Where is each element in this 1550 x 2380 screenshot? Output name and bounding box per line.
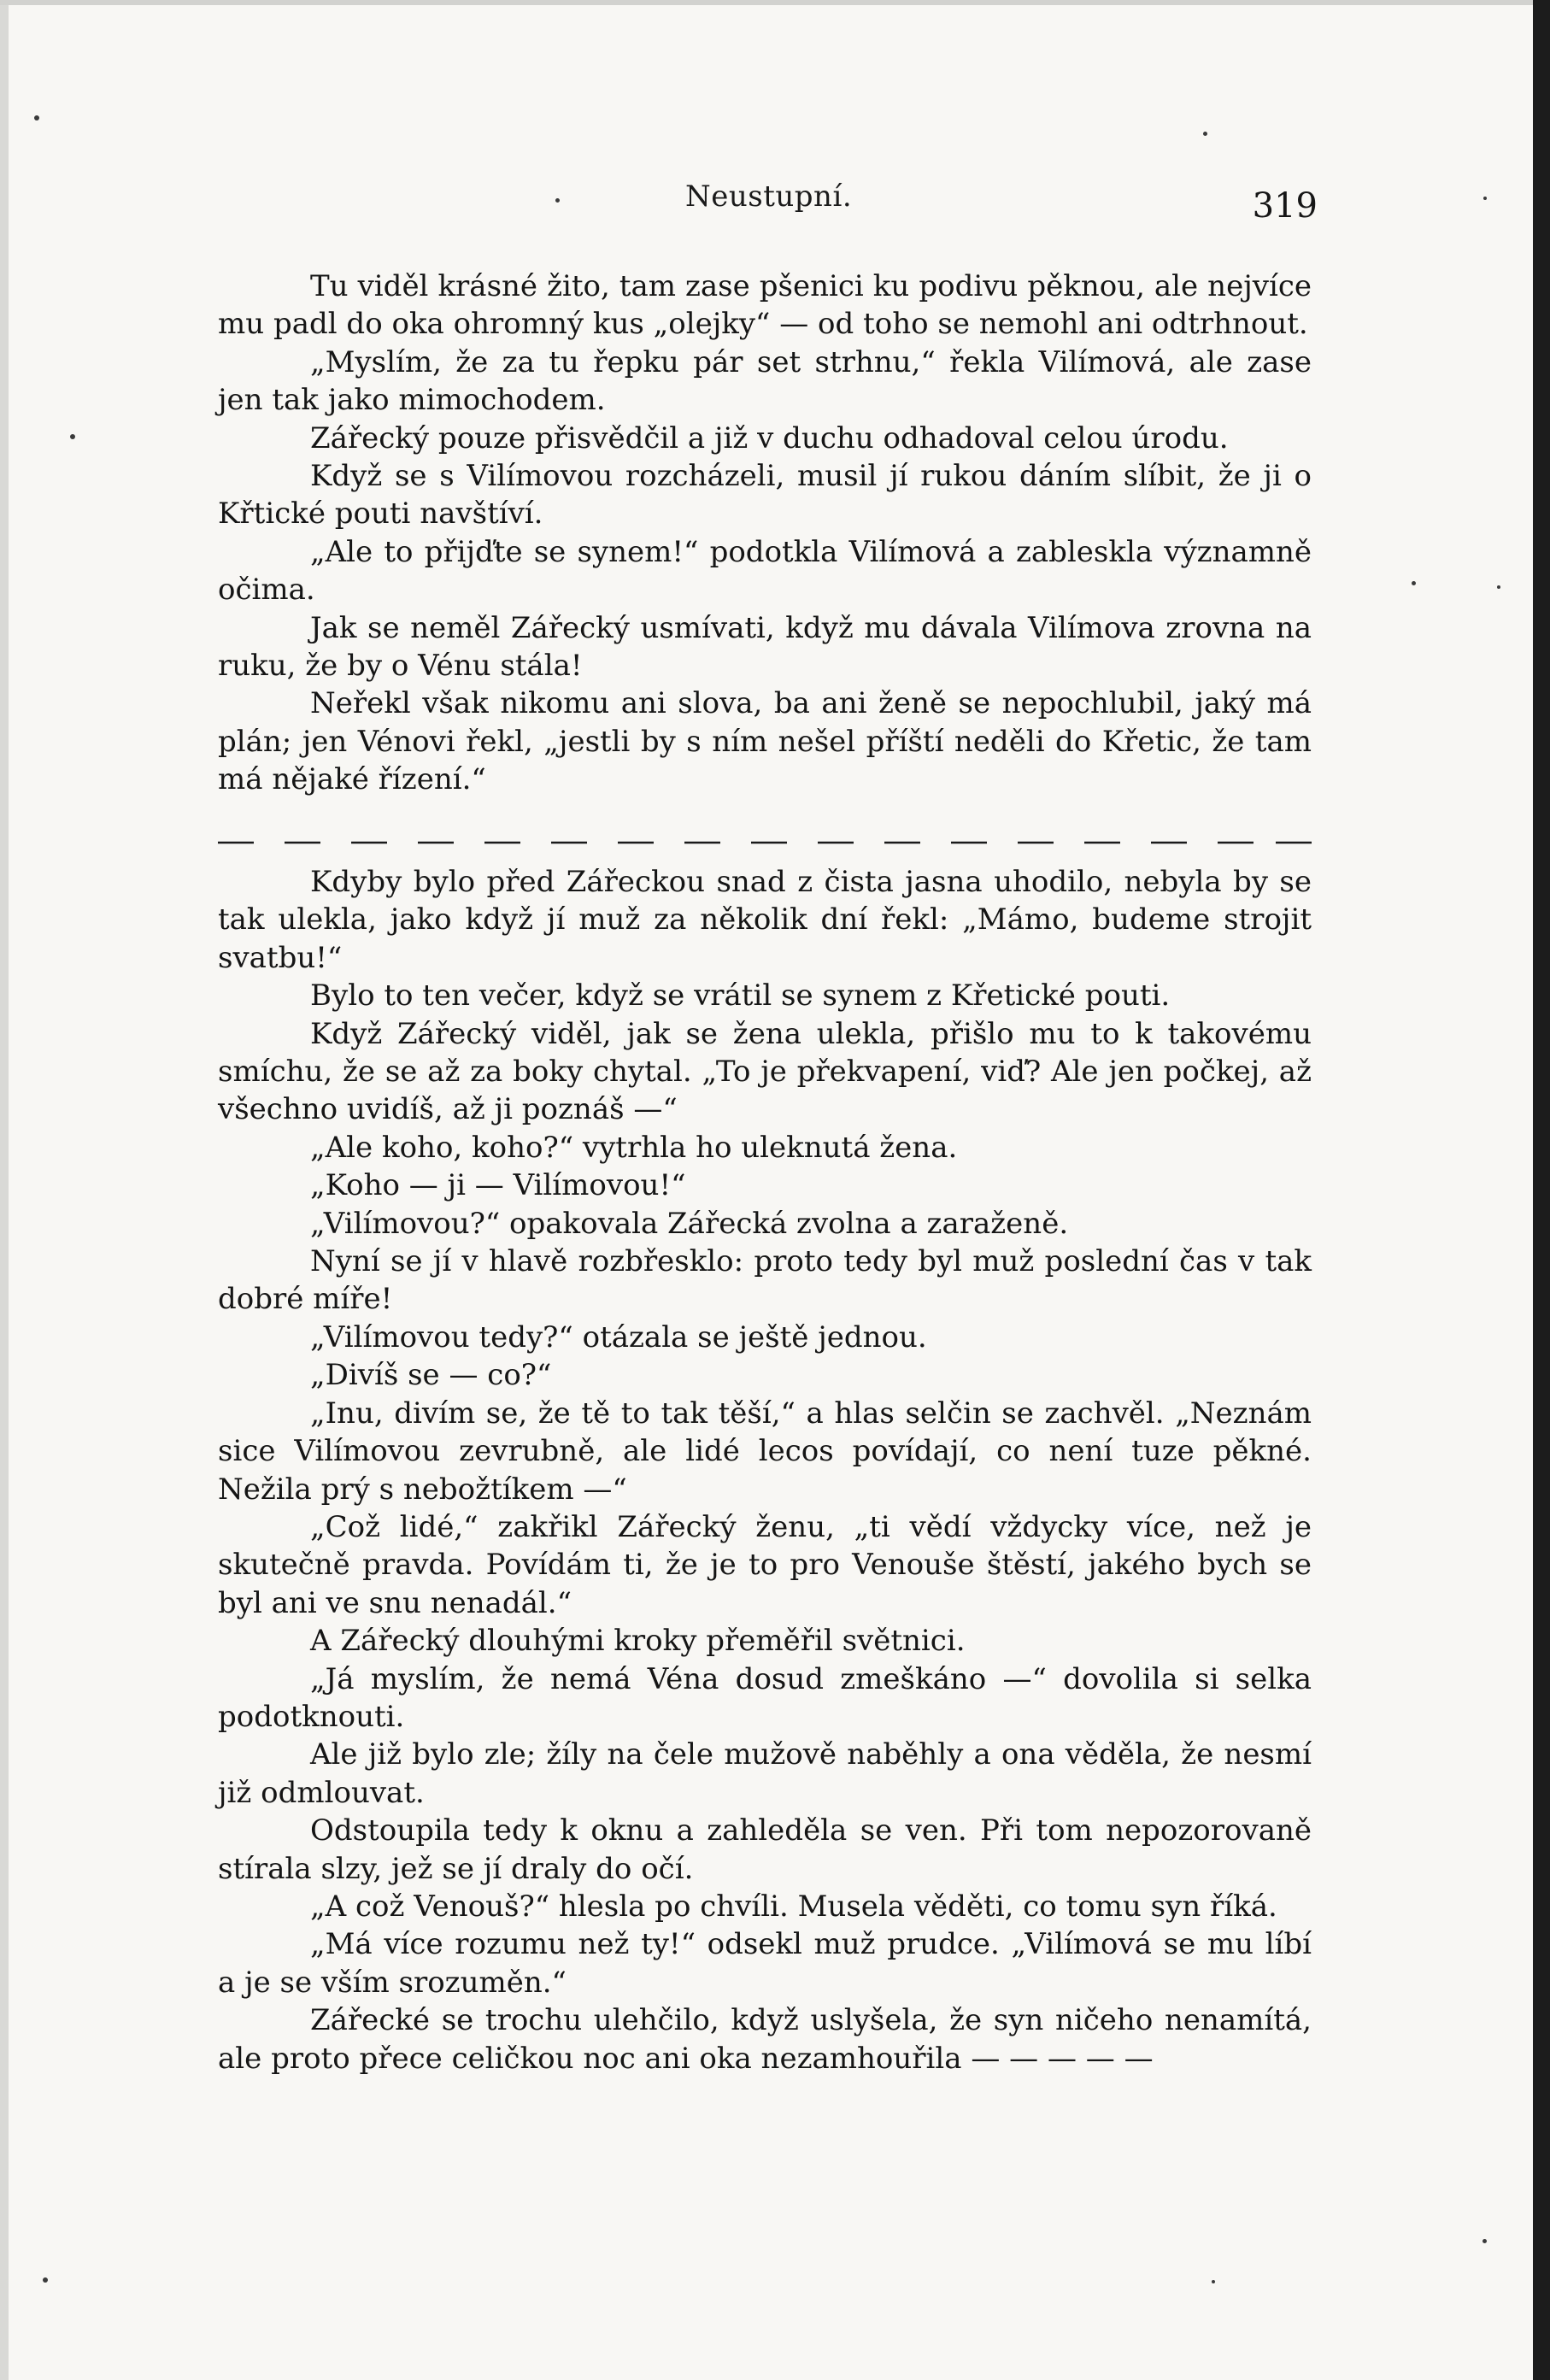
paragraph: Když Zářecký viděl, jak se žena ulekla, přišlo mu to k takovému smíchu, že se až za boky chytal. „To je překvapení, viď? Ale jen počkej, až všechno uvidíš, až ji poznáš —“ — [218, 1016, 1312, 1127]
running-head: Neustupní. — [685, 179, 853, 214]
paragraph: Nyní se jí v hlavě rozbřesklo: proto tedy byl muž poslední čas v tak dobré míře! — [218, 1244, 1312, 1317]
scan-speck — [43, 2277, 48, 2283]
scan-speck — [1483, 197, 1487, 200]
paragraph: Jak se neměl Zářecký usmívati, když mu dávala Vilímova zrovna na ruku, že by o Vénu stála! — [218, 610, 1312, 684]
scan-speck — [70, 434, 75, 439]
paragraph: „Já myslím, že nemá Véna dosud zmeškáno —“ dovolila si selka podotknouti. — [218, 1661, 1312, 1734]
paragraph: Zářecký pouze přisvědčil a již v duchu odhadoval celou úrodu. — [310, 420, 1229, 455]
paragraph: A Zářecký dlouhými kroky přeměřil světnici. — [310, 1624, 966, 1659]
paragraph: Kdyby bylo před Zářeckou snad z čista jasna uhodilo, nebyla by se tak ulekla, jako když jí muž za několik dní řekl: „Mámo, budeme strojit svatbu!“ — [218, 865, 1312, 975]
paragraph: Tu viděl krásné žito, tam zase pšenici ku podivu pěknou, ale nejvíce mu padl do oka ohromný kus „olejky“ — od toho se nemohl ani odtrhnout. — [218, 269, 1312, 342]
scan-speck — [1412, 581, 1416, 585]
paragraph: Ale již bylo zle; žíly na čele mužově naběhly a ona věděla, že nesmí již odmlouvat. — [218, 1737, 1312, 1810]
scan-top-edge — [0, 0, 1550, 5]
paragraph: Když se s Vilímovou rozcházeli, musil jí rukou dáním slíbit, že ji o Křtické pouti navštíví. — [218, 459, 1312, 532]
paragraph: „Což lidé,“ zakřikl Zářecký ženu, „ti vědí vždycky více, než je skutečně pravda. Povídám ti, že je to pro Venouše štěstí, jakého bych se byl ani ve snu nenadál.“ — [218, 1509, 1312, 1620]
scan-speck — [1212, 2280, 1215, 2283]
paragraph: „Koho — ji — Vilímovou!“ — [310, 1168, 686, 1203]
page-number: 319 — [1252, 186, 1318, 226]
paragraph: „Má více rozumu než ty!“ odsekl muž prudce. „Vilímová se mu líbí a je se vším srozuměn.“ — [218, 1927, 1312, 2000]
paragraph: „Ale to přijďte se synem!“ podotkla Vilímová a zableskla významně očima. — [218, 534, 1312, 608]
scan-speck — [555, 198, 560, 203]
body-text — [218, 267, 1312, 799]
paragraph: Bylo to ten večer, když se vrátil se synem z Křetické pouti. — [310, 978, 1171, 1014]
paragraph: „Ale koho, koho?“ vytrhla ho uleknutá žena. — [310, 1130, 958, 1165]
section-break-rule — [218, 834, 1312, 851]
scan-speck — [1203, 132, 1207, 136]
paragraph: „Vilímovou?“ opakovala Zářecká zvolna a zaraženě. — [310, 1206, 1069, 1241]
paragraph: „Inu, divím se, že tě to tak těší,“ a hlas selčin se zachvěl. „Neznám sice Vilímovou zevrubně, ale lidé lecos povídají, co není tuze pěkné. Nežila prý s nebožtíkem —“ — [218, 1396, 1312, 1507]
scan-speck — [1497, 585, 1500, 589]
paragraph: „Myslím, že za tu řepku pár set strhnu,“ řekla Vilímová, ale zase jen tak jako mimochodem. — [218, 344, 1312, 418]
scan-right-edge — [1533, 0, 1550, 2380]
scan-speck — [34, 115, 39, 120]
paragraph: „A což Venouš?“ hlesla po chvíli. Musela věděti, co tomu syn říká. — [310, 1889, 1277, 1924]
paragraph: Neřekl však nikomu ani slova, ba ani ženě se nepochlubil, jaký má plán; jen Vénovi řekl, „jestli by s ním nešel příští neděli do Křetic, že tam má nějaké řízení.“ — [218, 686, 1312, 797]
paragraph: Odstoupila tedy k oknu a zahleděla se ven. Při tom nepozorovaně stírala slzy, jež se jí draly do očí. — [218, 1813, 1312, 1886]
scan-left-edge — [0, 0, 9, 2380]
paragraph: Zářecké se trochu ulehčilo, když uslyšela, že syn ničeho nenamítá, ale proto přece celičkou noc ani oka nezamhouřila — — — — — — [218, 2003, 1312, 2076]
paragraph: „Vilímovou tedy?“ otázala se ještě jednou. — [310, 1319, 927, 1355]
paragraph: „Divíš se — co?“ — [310, 1358, 552, 1393]
scan-speck — [1482, 2239, 1487, 2243]
body-text-continued — [218, 863, 1312, 2077]
